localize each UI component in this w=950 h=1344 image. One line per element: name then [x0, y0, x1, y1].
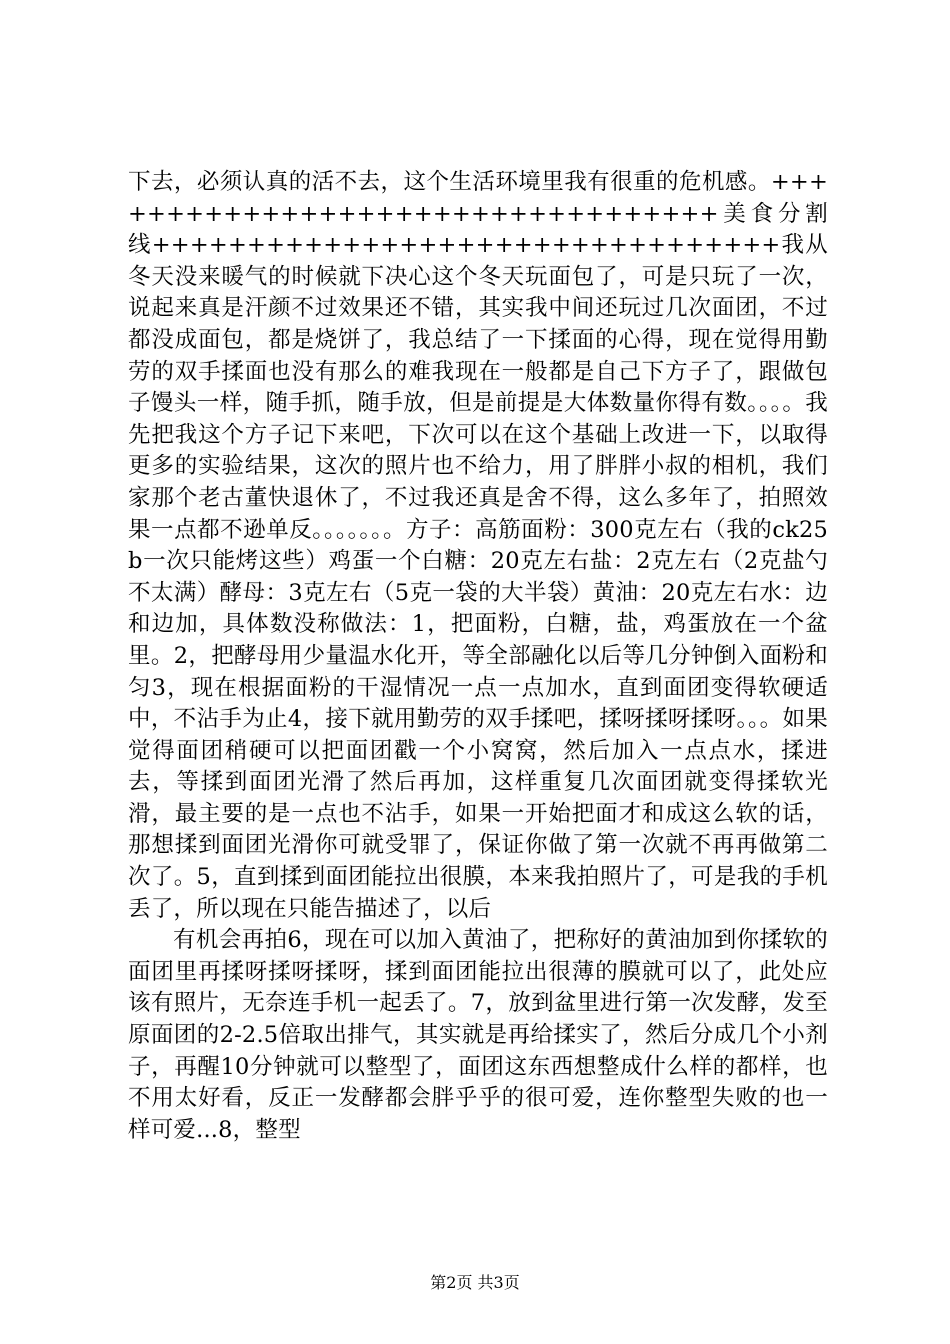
- body-text: [128, 167, 828, 1146]
- paragraph-1: 下去，必须认真的活不去，这个生活环境里我有很重的危机感。++++++++++++++++++++++++++++++++++美食分割线+++++++++++++++++++++++++++++++++我从冬天没来暖气的时候就下决心这个冬天玩面包了，可是只玩了一次，说起来真是汗颜不过效果还不错，其实我中间还玩过几次面团，不过都没成面包，都是烧饼了，我总结了一下揉面的心得，现在觉得用勤劳的双手揉面也没有那么的难我现在一般都是自己下方子了，跟做包子馒头一样，随手抓，随手放，但是前提是大体数量你得有数。。。。我先把我这个方子记下来吧，下次可以在这个基础上改进一下，以取得更多的实验结果，这次的照片也不给力，用了胖胖小叔的相机，我们家那个老古董快退休了，不过我还真是舍不得，这么多年了，拍照效果一点都不逊单反。。。。。。。方子：高筋面粉：300克左右（我的ck25b一次只能烤这些）鸡蛋一个白糖：20克左右盐：2克左右（2克盐勺不太满）酵母：3克左右（5克一袋的大半袋）黄油：20克左右水：边和边加，具体数没称做法：1，把面粉，白糖，盐，鸡蛋放在一个盆里。2，把酵母用少量温水化开，等全部融化以后等几分钟倒入面粉和匀3，现在根据面粉的干湿情况一点一点加水，直到面团变得软硬适中，不沾手为止4，接下就用勤劳的双手揉吧，揉呀揉呀揉呀。。。如果觉得面团稍硬可以把面团戳一个小窝窝，然后加入一点点水，揉进去，等揉到面团光滑了然后再加，这样重复几次面团就变得揉软光滑，最主要的是一点也不沾手，如果一开始把面才和成这么软的话，那想揉到面团光滑你可就受罪了，保证你做了第一次就不再再做第二次了。5，直到揉到面团能拉出很膜，本来我拍照片了，可是我的手机丢了，所以现在只能告描述了，以后: [128, 169, 828, 922]
- page-footer: 第2页 共3页: [430, 1273, 520, 1292]
- paragraph-2: 有机会再拍6，现在可以加入黄油了，把称好的黄油加到你揉软的面团里再揉呀揉呀揉呀，揉到面团能拉出很薄的膜就可以了，此处应该有照片，无奈连手机一起丢了。7，放到盆里进行第一次发酵，发至原面团的2-2.5倍取出排气，其实就是再给揉实了，然后分成几个小剂子，再醒10分钟就可以整型了，面团这东西想整成什么样的都样，也不用太好看，反正一发酵都会胖乎乎的很可爱，连你整型失败的也一样可爱...8，整型: [128, 927, 828, 1143]
